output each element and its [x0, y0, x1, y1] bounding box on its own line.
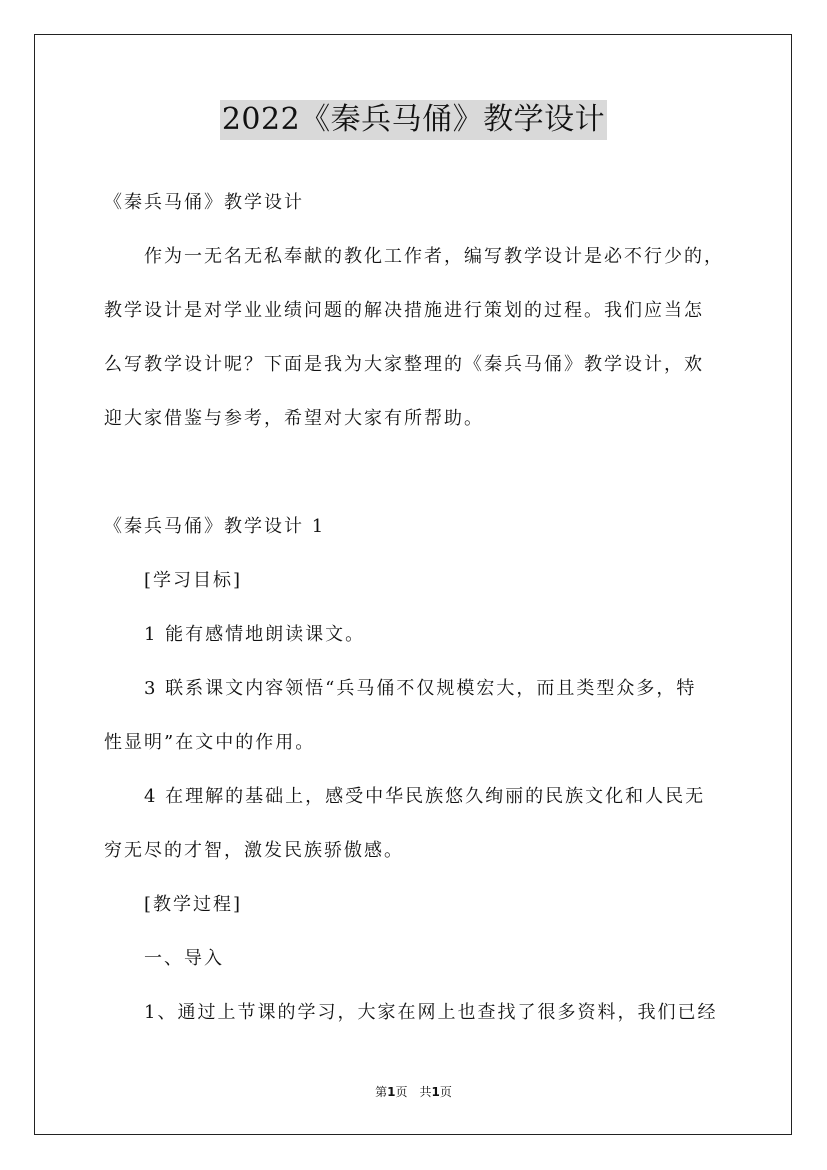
document-subtitle: 《秦兵马俑》教学设计	[104, 192, 304, 213]
step-heading: 一、导入	[144, 948, 224, 969]
page-footer	[0, 1083, 827, 1100]
goal-item: 4 在理解的基础上，感受中华民族悠久绚丽的民族文化和人民无	[144, 786, 706, 807]
goal-item-continued: 性显明”在文中的作用。	[104, 732, 316, 753]
paragraph-gap	[104, 446, 730, 500]
footer-suffix: 页	[439, 1085, 452, 1099]
goal-item: 3 联系课文内容领悟“兵马俑不仅规模宏大，而且类型众多，特	[144, 678, 697, 699]
intro-line: 作为一无名无私奉献的教化工作者，编写教学设计是必不行少的，	[144, 246, 724, 267]
intro-line: 教学设计是对学业业绩问题的解决措施进行策划的过程。我们应当怎	[104, 300, 704, 321]
footer-mid: 页 共	[395, 1085, 432, 1099]
footer-prefix: 第	[375, 1085, 388, 1099]
intro-line: 么写教学设计呢？下面是我为大家整理的《秦兵马俑》教学设计，欢	[104, 354, 704, 375]
title-container	[0, 100, 827, 140]
page-current: 1	[387, 1085, 396, 1099]
document-body	[104, 176, 730, 1040]
page-total: 1	[431, 1085, 440, 1099]
goal-item: 1 能有感情地朗读课文。	[144, 624, 366, 645]
goals-heading: [学习目标]	[144, 570, 243, 591]
document-title: 2022《秦兵马俑》教学设计	[220, 100, 607, 140]
goal-item-continued: 穷无尽的才智，激发民族骄傲感。	[104, 840, 404, 861]
intro-line: 迎大家借鉴与参考，希望对大家有所帮助。	[104, 408, 484, 429]
process-heading: [教学过程]	[144, 894, 243, 915]
section-heading: 《秦兵马俑》教学设计 1	[104, 516, 326, 537]
step-item: 1、通过上节课的学习，大家在网上也查找了很多资料，我们已经	[144, 1002, 718, 1023]
